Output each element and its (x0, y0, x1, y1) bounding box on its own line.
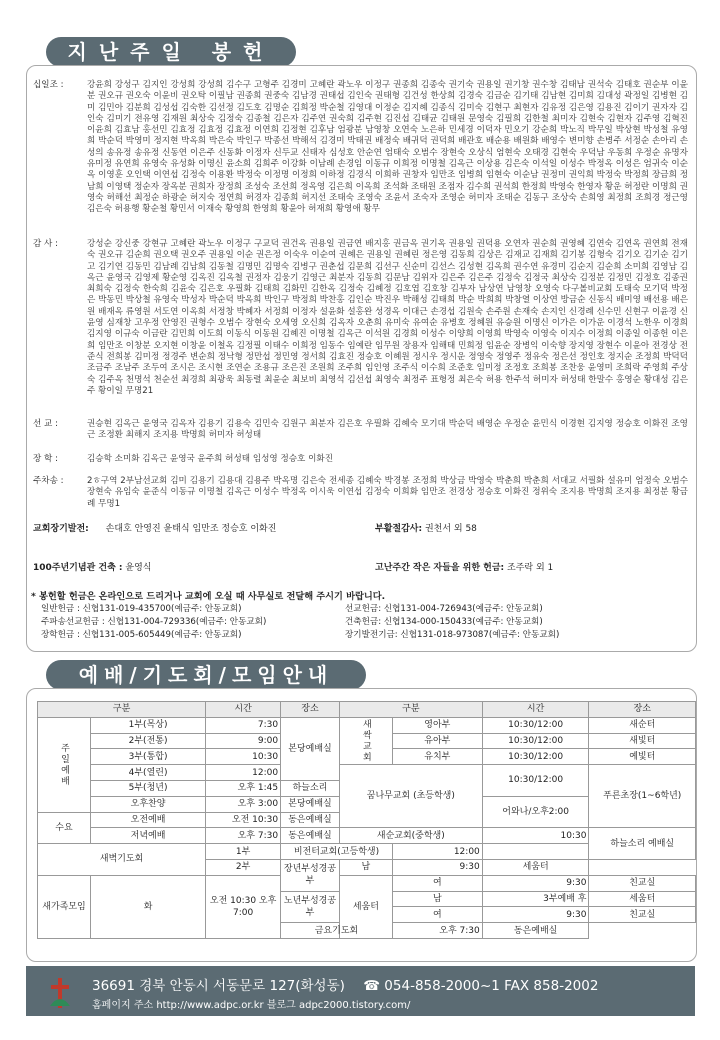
service-name: 1부(목상) (91, 717, 206, 733)
noryun-label: 노년부성경공부 (281, 891, 340, 923)
dept-name: 유치부 (392, 749, 482, 765)
easter-label: 부활절감사: (375, 524, 423, 534)
study-place: 친교실 (589, 907, 696, 923)
youth-place: 하늘소리 예배실 (589, 828, 696, 860)
header-cell: 장소 (589, 702, 696, 718)
dawn-part: 1부 (206, 844, 281, 860)
service-name: 오전예배 (91, 812, 206, 828)
service-time: 오전 10:30 (206, 812, 281, 828)
offering-names: 강성순 강신중 강현규 고혜란 곽노우 이정구 구교덕 권건옥 권용일 권금연 배지홍 권금옥 권기옥 권용일 권덕용 오연자 권순희 권영혜 김연숙 김연옥 권연희 전재숙 권오규 김순희 권오택 권오주 권용일 이순 권은정 이숙우 이순여 권혜은 권용일 권혜린 정은영 김동희 김상은 김재교 김재희 김기봉 김형숙 김기오 김기순 김기고 김기연 김동민 김남례 김남희 김동철 김명민 김명숙 김병구 권춘섭 김문희 김선구 신순미 김선스 김성현 김옥희 권수연 유경미 김순지 김순희 소미희 김영남 김옥근 윤영국 김영제 황순영 김옥진 김옥철 권정자 김웅기 김영근 최분자 김동희 김문남 김위자 김은주 김은주 김정숙 김정국 최상숙 김정분 김정민 김정호 김종권 최희숙 김정숙 한숙희 김윤숙 김은호 우필화 김태희 김화민 김한옥 김정숙 김혜정 김호엽 김호창 김부자 남상연 남영창 오영숙 다구볼비교회 도태숙 모기덕 박정은 박동민 박상철 유영숙 박성자 박순덕 박옥희 박인구 박정희 박찬홍 김인순 박진우 박해성 김태희 박순 박희희 박창열 이상연 방금순 신동식 배미영 배선용 배은원 배재옥 류영원 서도연 이옥희 서정창 박혜자 서정희 이정자 설윤화 설홍완 성경옥 이대근 손경섭 김원숙 손주원 손재숙 손지인 신경례 신수민 신현구 이윤경 신윤영 심재창 고우정 안영진 권형수 오범수 장현숙 오세영 오신희 김옥자 오춘희 유미숙 유여순 유병호 정혜원 유승원 이명신 이가은 이가운 이경석 노한우 이경희 김지영 이규숙 이금란 김민희 이도희 이동식 이동원 김혜진 이명철 김옥근 이석원 김경희 이성수 이양희 이영희 박영숙 이영숙 이지수 이정희 이종일 이종헌 이은희 임만조 이창분 오지현 이창윤 이철옥 김정필 이태수 이희정 임동수 임예란 임무원 장용자 임해태 민희정 임윤순 장병익 이숙향 장지영 장현수 이윤아 전경상 전준식 전희봉 김미정 정경주 변순희 정낙형 정만섭 정민영 정서희 김효진 정승호 이혜원 정시우 정시운 정영숙 정영주 정유숙 정은선 정인호 정지순 조정희 박덕덕 조금주 조남주 조두여 조시은 조시현 조연순 조용규 조은진 조원희 조주희 임인영 조주식 이수희 조준호 임미정 조정호 조희봉 조찬웅 윤영미 조희락 주영희 주상숙 김주옥 천명석 천순선 최경희 최광욱 최동렬 최윤순 최보비 최영석 김선섭 최영숙 최정주 표형정 최은숙 허용 한주석 허미자 허성태 한말수 홍영순 황대성 김은주 황이일 무명21 (87, 239, 688, 396)
service-place: 동은예배실 (281, 828, 340, 844)
friday-time: 오후 7:30 (392, 923, 482, 939)
header-cell: 장소 (281, 702, 340, 718)
header-cell: 시간 (482, 702, 589, 718)
anniv-label: 100주년기념관 건축 : (33, 563, 123, 573)
dept-place: 예빛터 (589, 749, 696, 765)
dept-place: 새빛터 (589, 733, 696, 749)
dept-name: 유아부 (392, 733, 482, 749)
schedule-box (26, 688, 697, 962)
header-cell: 구분 (38, 702, 206, 718)
footer-web[interactable]: 홈페이지 주소 http://www.adpc.or.kr 블로그 adpc2000.tistory.com/ (92, 1000, 411, 1011)
saessak-label: 새싹교회 (339, 717, 392, 764)
footer-contact (92, 974, 598, 994)
service-place: 본당예배실 (281, 717, 340, 780)
dept-name: 비전터교회(고등학생) (281, 844, 393, 860)
service-time: 오후 7:30 (206, 828, 281, 844)
table-row (38, 828, 696, 844)
friday-name: 금요기도회 (281, 923, 393, 939)
dept-time: 12:00 (392, 844, 482, 860)
church-cross-icon (48, 978, 72, 1008)
service-name: 5부(청년) (91, 780, 206, 796)
account-scholarship: 장학헌금 : 신협131-005-605449(예금주: 안동교회) (41, 630, 242, 640)
footer-address: 36691 경북 안동시 서동문로 127(화성동) (92, 978, 345, 994)
service-time: 10:30 (206, 749, 281, 765)
footer-phone: ☎ 054-858-2000~1 FAX 858-2002 (363, 978, 599, 994)
family-label: 새가족모임 (38, 875, 91, 938)
offering-label: 십일조 : (33, 80, 64, 90)
kkum-label: 꿈나무교회 (초등학생) (339, 765, 482, 828)
study-time: 9:30 (482, 875, 589, 891)
easter-names: 권천서 외 58 (424, 524, 477, 534)
suffer-label: 고난주간 작은 자들을 위한 헌금: (375, 563, 505, 573)
study-place: 세움터 (482, 859, 589, 875)
family-day: 화 (91, 875, 206, 938)
header-cell: 시간 (206, 702, 281, 718)
dept-time: 10:30/12:00 (482, 733, 589, 749)
suffer-offering (375, 560, 553, 573)
service-time: 오후 3:00 (206, 796, 281, 812)
account-mission: 선교헌금: 신협131-004-726943(예금주: 안동교회) (345, 604, 543, 614)
account-building: 건축헌금: 신협134-000-150433(예금주: 안동교회) (345, 617, 543, 627)
table-row (38, 765, 696, 781)
service-time: 12:00 (206, 765, 281, 781)
study-place: 친교실 (589, 875, 696, 891)
jangnyun-label: 장년부성경공부 (281, 859, 340, 891)
table-header-row (38, 702, 696, 718)
anniv-names: 윤영식 (125, 563, 152, 573)
service-name: 4부(열린) (91, 765, 206, 781)
offering-label: 주차송 : (33, 476, 64, 486)
kkum-place: 푸른초장(1~6학년) (589, 765, 696, 828)
service-time: 9:00 (206, 733, 281, 749)
family-time: 오전 10:30 오후 7:00 (206, 875, 281, 938)
dept-time: 10:30/12:00 (482, 749, 589, 765)
offering-banner: 지난주일 봉헌 (46, 37, 296, 67)
service-name: 오후찬양 (91, 796, 206, 812)
offering-label: 장 학 : (33, 454, 58, 464)
offering-names: 김승학 소미화 김옥근 윤영국 윤주희 허성태 임성영 정승호 이화진 (87, 454, 333, 464)
service-place: 동은예배실 (281, 812, 340, 828)
offering-names: 2ㅎ구역 2부남선교회 김미 김용기 김용대 김용주 박옥명 김은숙 전세종 김혜숙 박경봉 조정희 박상금 박영숙 박춘희 박춘희 서대교 서필화 설유미 엄정숙 오범수 장현숙 유임숙 윤준식 이동규 이명철 김옥근 이성수 박정옥 이시욱 이연섭 김정숙 이희화 임만조 전경상 정승호 이화진 정위숙 조지용 박명희 조지용 최정분 황금례 무명1 (87, 476, 688, 509)
anniv-offering (33, 560, 151, 573)
kkum-time: 10:30/12:00 (482, 765, 589, 797)
kkum-time: 어와나/오후2:00 (482, 796, 589, 828)
dawn-part: 2부 (206, 859, 281, 875)
header-cell: 구분 (339, 702, 482, 718)
service-time: 7:30 (206, 717, 281, 733)
account-dispatch: 주파송선교헌금 : 신협131-004-729336(예금주: 안동교회) (41, 617, 267, 627)
account-general: 일반헌금 : 신협131-019-435700(예금주: 안동교회) (41, 604, 242, 614)
service-place: 본당예배실 (281, 796, 340, 812)
gender: 여 (392, 907, 482, 923)
offering-names: 권승현 김옥근 윤영국 김옥자 김용기 김용숙 김민숙 김원구 최분자 김은호 우필화 김혜숙 모기대 박순덕 배영순 우정순 윤민식 이경현 김지영 정승호 이화진 조영근 조정환 최해지 조지용 박명희 허미자 허성태 (87, 419, 688, 441)
offering-label: 감 사 : (33, 239, 58, 249)
service-place: 하늘소리 (281, 780, 340, 796)
dawn-label: 새벽기도회 (38, 844, 206, 876)
footer (26, 966, 695, 1016)
account-longterm: 장기발전기금: 신협131-018-973087(예금주: 안동교회) (345, 630, 560, 640)
edu-names: 손대호 안영진 윤태식 임만조 정승호 이화진 (105, 524, 277, 534)
easter-offering (375, 521, 477, 534)
gender: 남 (392, 891, 482, 907)
schedule-table (37, 701, 696, 939)
service-name: 저녁예배 (91, 828, 206, 844)
dept-time: 10:30 (482, 828, 589, 844)
study-time: 9:30 (392, 859, 482, 875)
offering-label: 선 교 : (33, 419, 58, 429)
study-time: 9:30 (482, 907, 589, 923)
dept-name: 새순교회(중학생) (339, 828, 482, 844)
suffer-names: 조주락 외 1 (507, 563, 554, 573)
offering-box (26, 65, 697, 652)
dept-place: 새순터 (589, 717, 696, 733)
edu-label: 교회장기발전: (33, 524, 89, 534)
gender: 남 (339, 859, 392, 875)
table-row (38, 717, 696, 733)
gender: 여 (392, 875, 482, 891)
offering-names: 강윤희 강성구 김지인 강성희 강성희 김수구 고형주 김경미 고혜란 곽노우 이정구 권종희 김종숙 권기숙 권용일 권기창 권수창 김태남 권석숙 김태호 권순부 이윤분 권오규 권오숙 이윤비 권오탁 이필남 권종희 권중숙 김남경 권태섭 김인숙 권태형 김건성 한상희 김경숙 김금순 김기태 김남현 김미희 김대성 곽정일 김병현 김미 김민아 김분희 김성섭 김숙한 김선정 김도호 김명순 김희정 박순철 김영대 이정순 김지혜 김종식 김미숙 김현구 최현자 김유정 김은영 김용진 김이기 권자자 김인숙 김미기 전유영 김재원 최상숙 김정숙 김종철 김은자 김주연 권숙희 김주현 김진섭 김태균 김태원 문영숙 김필희 김한철 최미자 김현숙 김현자 김주영 김혁진 이윤희 김효남 홍선민 김효정 김효정 김효정 이연희 김정현 김후남 엄광분 남영창 오연숙 노은하 민세경 이덕자 민오기 강순희 박노직 박무일 박상현 박성철 유영희 박순덕 박영미 정지현 박옥희 박은숙 박인구 박종선 박해석 김경미 박태권 배정숙 배귀덕 권덕희 배관호 배순용 배원화 배영수 변미향 손병주 서정순 손아리 손성의 송유정 송유정 신동연 이은주 신동화 이정자 신두교 신태자 심성호 안순연 엄태숙 오범수 장현숙 오상식 엄현숙 오태경 김현숙 우덕남 우동희 우정순 유명자 유미정 유연희 유영숙 유성화 이명신 윤소희 김희주 이강화 이남례 손경임 이동규 이희정 이명철 김옥근 이상용 김은숙 이석일 이성수 박정옥 이성은 엄귀숙 이순옥 이영훈 오인택 이연섭 김정숙 이용환 박정숙 이정명 이정희 이하정 김경식 이희하 권창자 임만조 임병희 임현숙 이순남 권정미 권익희 박정숙 박정희 장금희 정남희 이영택 정순자 장옥분 권희자 장정희 조성숙 조선희 정옥영 김은희 이옥희 조석화 조태원 조점자 김수희 권석희 한정희 박영숙 한영자 황운 허정란 이명희 권영숙 허해선 최정순 하광순 허지숙 정연희 허경자 김종희 허지선 조태숙 조영숙 조윤서 조숙자 조영순 허미자 조태순 김동구 조상숙 손희영 최정희 조희경 정근영 김은숙 허용행 황순철 황민서 이재숙 황영희 한영희 황윤아 허재희 황영애 황무 (87, 80, 688, 215)
account-notice: * 봉헌할 헌금은 온라인으로 드리거나 교회에 오실 때 사무실로 전달해 주시기 바랍니다. (31, 591, 386, 602)
family-place: 세움터 (339, 875, 392, 938)
study-time: 3부예배 후 (482, 891, 589, 907)
study-place: 세움터 (589, 891, 696, 907)
service-name: 2부(전통) (91, 733, 206, 749)
sunday-label: 주일예배 (38, 717, 91, 812)
table-row (38, 875, 696, 891)
service-time: 오후 1:45 (206, 780, 281, 796)
dept-time: 10:30/12:00 (482, 717, 589, 733)
edu-offering (33, 521, 276, 534)
service-name: 3부(통합) (91, 749, 206, 765)
wed-label: 수요 (38, 812, 91, 844)
schedule-banner: 예배/기도회/모임안내 (46, 660, 366, 690)
dept-name: 영아부 (392, 717, 482, 733)
friday-place: 동은예배실 (482, 923, 589, 939)
